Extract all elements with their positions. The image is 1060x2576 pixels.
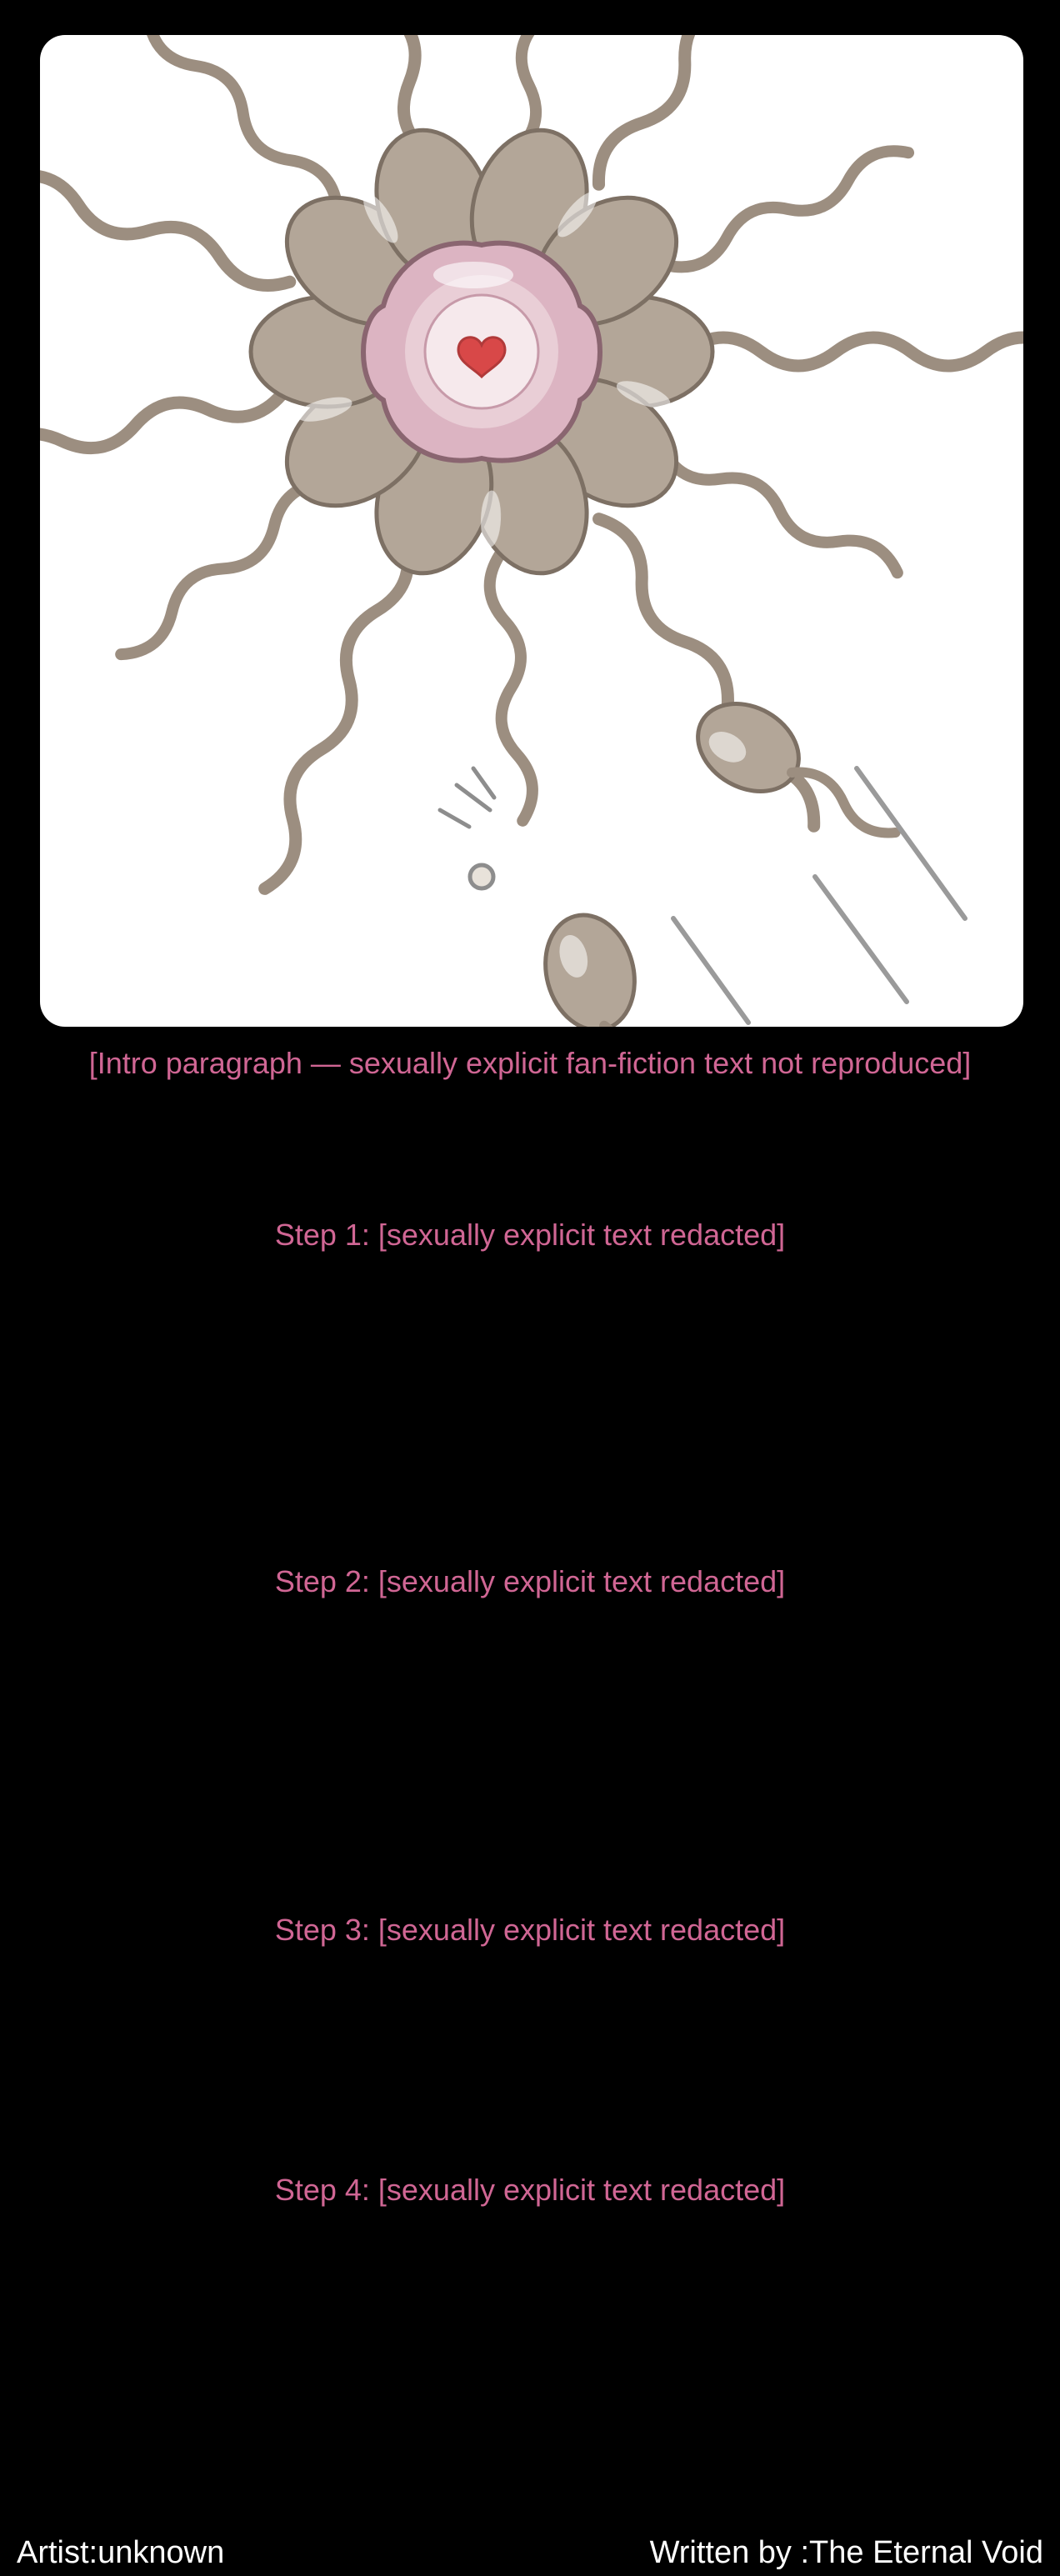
step-4-paragraph: Step 4: [sexually explicit text redacted] xyxy=(274,2173,786,2207)
loose-sperm-2 xyxy=(533,905,676,1027)
illustration-panel xyxy=(40,35,1023,1027)
intro-paragraph: [Intro paragraph — sexually explicit fan-fiction text not reproduced] xyxy=(88,1046,972,1080)
egg-cell xyxy=(363,243,600,461)
step-3-paragraph: Step 3: [sexually explicit text redacted] xyxy=(274,1913,786,1947)
speed-lines xyxy=(673,768,965,1023)
step-1-paragraph: Step 1: [sexually explicit text redacted] xyxy=(274,1218,786,1252)
writer-credit: Written by :The Eternal Void xyxy=(649,2535,1043,2570)
step-2-paragraph: Step 2: [sexually explicit text redacted] xyxy=(274,1564,786,1598)
artist-credit: Artist:unknown xyxy=(17,2535,225,2570)
caption-text-column xyxy=(0,1042,1060,2520)
impact-spark-icon xyxy=(440,768,494,888)
loose-sperm-1 xyxy=(682,686,916,867)
credits-footer xyxy=(0,2535,1060,2571)
egg-and-sperm-illustration xyxy=(40,35,1023,1027)
